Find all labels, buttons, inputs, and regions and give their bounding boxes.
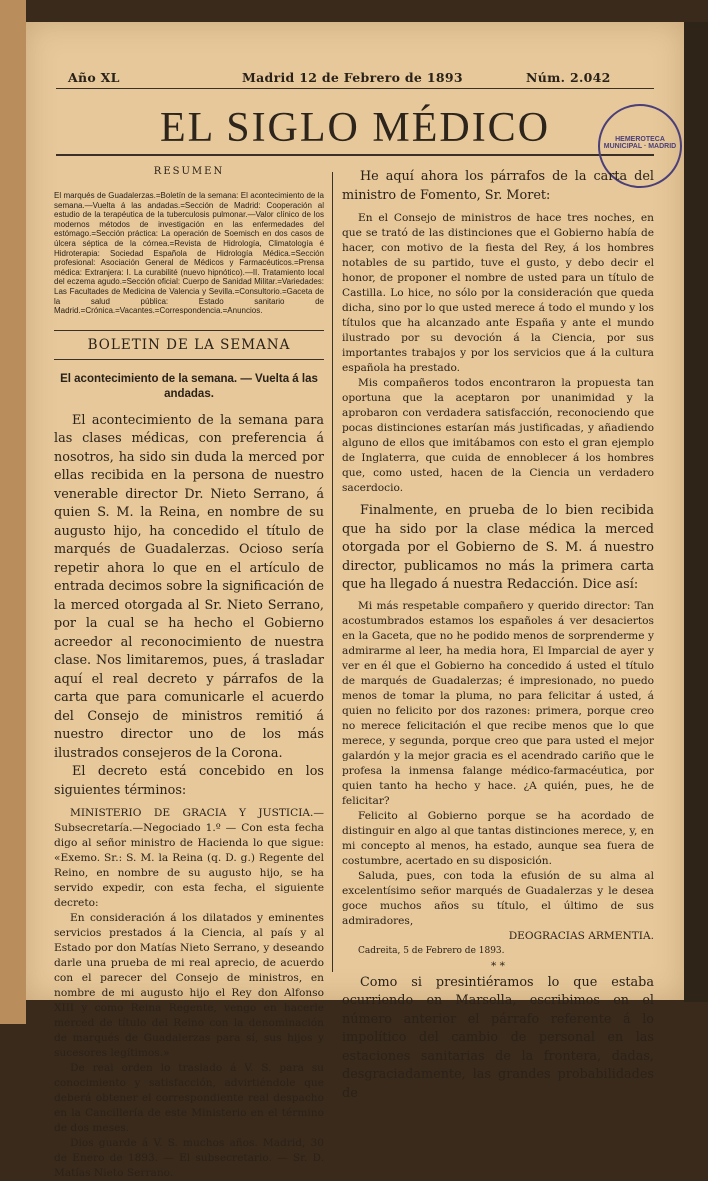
letter-quote-4: Felicito al Gobierno porque se ha acordado de distinguir en algo al que tantas distinciones merece, y, en mi concepto al menos, ha estado, aunque sea fuera de costumbre, acertado en su disposición. bbox=[342, 809, 654, 867]
right-paragraph-2: Finalmente, en prueba de lo bien recibida que ha sido por la clase médica la merced otorgada por el Gobierno de S. M. á nuestro director, publicamos no más la primera carta que ha llegado á nuestra Redacción. Dice así: bbox=[342, 503, 654, 592]
letter-quote-2: Mis compañeros todos encontraron la propuesta tan oportuna que la aceptaron por unanimidad y la aprobaron con verdadera satisfacción, reconociendo que pocas distinciones estarían más justificadas, y añadiendo alguno de ellos que imitábamos con esto el gran ejemplo de Inglaterra, que cuida de ennoblecer á los hombres que, como usted, hacen de la Ciencia un verdadero sacerdocio. bbox=[342, 377, 654, 494]
stamp-text: HEMEROTECA MUNICIPAL · MADRID bbox=[603, 136, 677, 150]
adjacent-page-edge bbox=[0, 0, 26, 1024]
boletin-rule bbox=[54, 330, 324, 331]
letter-quote-5: Saluda, pues, con toda la efusión de su alma al excelentísimo señor marqués de Guadalerzas y le desea goce muchos años su título, el último de sus admiradores, bbox=[342, 869, 654, 927]
newspaper-title: EL SIGLO MÉDICO bbox=[159, 105, 551, 151]
decree-quote-1: MINISTERIO DE GRACIA Y JUSTICIA.—Subsecretaría.—Negociado 1.º — Con esta fecha digo al señor ministro de Hacienda lo que sigue: «Exemo. Sr.: S. M. la Reina (q. D. g.) Regente del Reino, en nombre de su augusto hijo, se ha servido expedir, con esta fecha, el siguiente decreto: bbox=[54, 807, 324, 910]
section-title: El acontecimiento de la semana. — Vuelta á las andadas. bbox=[60, 372, 318, 400]
masthead-rule bbox=[56, 88, 654, 89]
section-separator: * * bbox=[491, 959, 505, 972]
issue-number: Núm. 2.042 bbox=[526, 70, 611, 85]
boletin-heading: BOLETIN DE LA SEMANA bbox=[87, 336, 291, 353]
newspaper-page bbox=[26, 22, 684, 1180]
resumen-text: El marqués de Guadalerzas.=Boletín de la semana: El acontecimiento de la semana.—Vuelta á las andadas.=Sección de Madrid: Cooperación al estudio de la terapéutica de la tuberculosis pulmonar.—Valor clínico de los modernos métodos de investigación en las enfermedades del estómago.=Sección práctica: La operación de Soemisch en dos casos de úlcera séptica de la córnea.=Revista de Hidrología, Climatología é Hidroterapia: Sociedad Española de Hidrología Médica.=Sección profesional: Asociación General de Médicos y Farmacéuticos.=Prensa médica: Extranjera: I. La curabilité (nuevo hipnótico).—II. Tratamiento local del eczema agudo.=Sección oficial: Cuerpo de Sanidad Militar.=Variedades: Las Facultades de Medicina de Valencia y Sevilla.=Consultorio.=Gaceta de la salud pública: Estado sanitario de Madrid.=Crónica.=Vacantes.=Correspondencia.=Anuncios. bbox=[54, 191, 324, 316]
letter-signature: DEOGRACIAS ARMENTIA. bbox=[508, 929, 654, 942]
issue-date: Madrid 12 de Febrero de 1893 bbox=[242, 70, 463, 85]
resumen-heading: RESUMEN bbox=[153, 166, 225, 177]
decree-quote-3: De real orden lo traslado á V. S. para su conocimiento y satisfacción, advirtiéndole que deberá obtener el correspondiente real despacho en la Cancillería de este Ministerio en el término de dos meses. bbox=[54, 1062, 324, 1135]
right-column bbox=[342, 168, 654, 1101]
right-paragraph-3: Como si presintiéramos lo que estaba ocurriendo en Marsella, escribimos en el número anterior el párrafo referente á lo impolítico del cambio de personal en las estaciones sanitarias de la frontera, dadas, desgraciadamente, las grandes probabilidades de bbox=[342, 974, 654, 1101]
letter-quote-3: Mi más respetable compañero y querido director: Tan acostumbrados estamos los españoles á ver desaciertos en la Gaceta, que no he podido menos de sorprenderme y admirarme al leer, ha media hora, El Imparcial de ayer y ver en él que el Gobierno ha concedido á usted el título de marqués de Guadalerzas; é impresionado, no puedo menos de tomar la pluma, no para felicitar á usted, á quien no felicito por dos razones: primera, porque creo no merece felicitación el que recibe menos que lo que merece, y segunda, porque creo que para usted el mejor galardón y la mejor gracia es el acendrado cariño que le profesa la inmensa falange médico-farmacéutica, por quien tanto ha hecho y hace. ¿A quién, pues, he de felicitar? bbox=[342, 599, 654, 807]
right-paragraph-1: He aquí ahora los párrafos de la carta del ministro de Fomento, Sr. Moret: bbox=[342, 169, 654, 203]
decree-quote-2: En consideración á los dilatados y eminentes servicios prestados á la Ciencia, al país y al Estado por don Matías Nieto Serrano, y deseando darle una prueba de mi real aprecio, de acuerdo con el parecer del Consejo de ministros, en nombre de mi augusto hijo el Rey don Alfonso XIII y como Reina Regente, vengo en hacerle merced de título del Reino con la denominación de marqués de Guadalerzas para sí, sus hijos y sucesores legítimos.» bbox=[54, 912, 324, 1060]
left-column bbox=[54, 166, 324, 1180]
letter-place-date: Cadreita, 5 de Febrero de 1893. bbox=[358, 945, 505, 956]
boletin-rule-bottom bbox=[54, 359, 324, 360]
binding-shadow bbox=[684, 22, 708, 1002]
column-divider bbox=[332, 172, 333, 972]
letter-quote-1: En el Consejo de ministros de hace tres noches, en que se trató de las distinciones que el Gobierno había de hacer, con motivo de la fiesta del Rey, á los hombres notables de su partido, tuve el gusto, y debo decir el honor, de proponer el nombre de usted para un título de Castilla. Lo hice, no sólo por la consideración que queda dicha, sino por lo que usted merece á todo el mundo y los títulos que ha alcanzado ante España y ante el mundo ilustrado por su devoción á la Ciencia, por sus importantes trabajos y por los servicios que á la cultura española ha prestado. bbox=[342, 212, 654, 374]
decree-quote-4: Dios guarde á V. S. muchos años. Madrid, 30 de Enero de 1893. — El subsecretario. — Sr. D. Matías Nieto Serrano. bbox=[54, 1137, 324, 1180]
boletin-paragraph-2: El decreto está concebido en los siguientes términos: bbox=[54, 764, 324, 798]
boletin-paragraph-1: El acontecimiento de la semana para las clases médicas, con preferencia á nosotros, ha sido sin duda la merced por ellas recibida en la persona de nuestro venerable director Dr. Nieto Serrano, á quien S. M. la Reina, en nombre de su augusto hijo, ha concedido el título de marqués de Guadalerzas. Ocioso sería repetir ahora lo que en el artículo de entrada decimos sobre la significación de la merced otorgada al Sr. Nieto Serrano, por la cual se ha hecho el Gobierno acreedor al reconocimiento de nuestra clase. Nos limitaremos, pues, á trasladar aquí el real decreto y párrafos de la carta que para comunicarle el acuerdo del Consejo de ministros remitió á nuestro director uno de los más ilustrados consejeros de la Corona. bbox=[54, 412, 324, 761]
title-rule bbox=[56, 154, 654, 156]
year-label: Año XL bbox=[68, 70, 120, 85]
